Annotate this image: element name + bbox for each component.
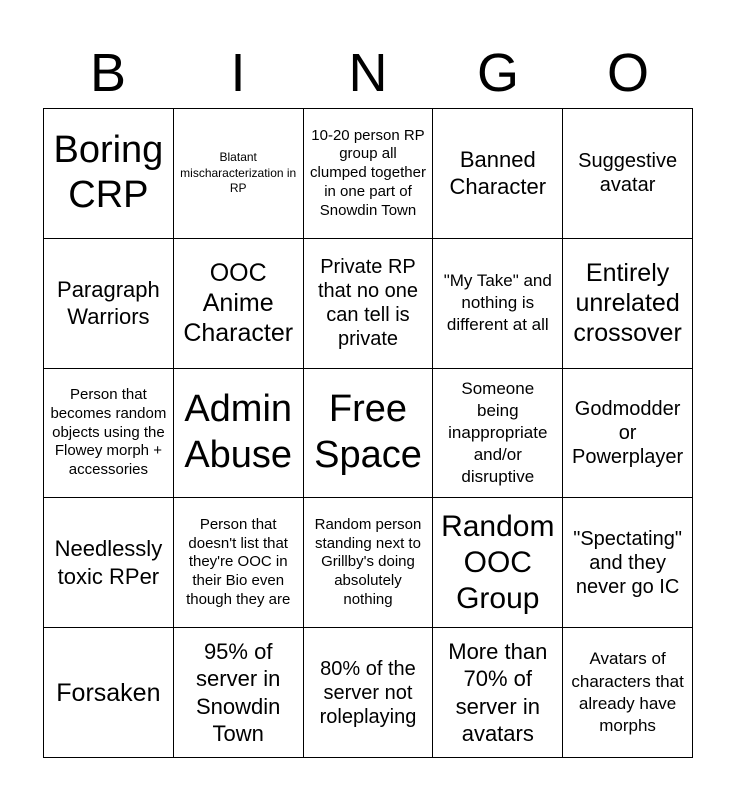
- cell-text: 80% of the server not roleplaying: [319, 657, 417, 728]
- bingo-cell-r5-c2[interactable]: [174, 628, 304, 758]
- cell-text: Random person standing next to Grillby's doing absolutely nothing: [314, 515, 422, 608]
- bingo-cell-r1-c1[interactable]: [44, 109, 174, 239]
- bingo-cell-r4-c1[interactable]: [44, 498, 174, 628]
- bingo-cell-r1-c4[interactable]: [433, 109, 563, 239]
- header-letter-b: B: [89, 43, 127, 103]
- cell-text: Free Space: [314, 388, 422, 476]
- cell-text: 10-20 person RP group all clumped together in one part of Snowdin Town: [310, 126, 426, 219]
- cell-text: Person that doesn't list that they're OOC in their Bio even though they are: [186, 515, 291, 608]
- cell-text: Private RP that no one can tell is private: [317, 256, 419, 351]
- bingo-cell-r4-c4[interactable]: [433, 498, 563, 628]
- cell-text: Paragraph Warriors: [57, 276, 160, 330]
- bingo-header: [43, 38, 693, 108]
- cell-text: "My Take" and nothing is different at all: [443, 271, 552, 335]
- cell-text: Person that becomes random objects using the Flowey morph + accessories: [50, 386, 167, 479]
- header-letter-o: O: [606, 43, 649, 103]
- cell-text: Needlessly toxic RPer: [54, 536, 163, 589]
- bingo-cell-r5-c1[interactable]: [44, 628, 174, 758]
- bingo-cell-r3-c5[interactable]: [563, 369, 693, 499]
- bingo-cell-r2-c5[interactable]: [563, 239, 693, 369]
- bingo-cell-r2-c4[interactable]: [433, 239, 563, 369]
- cell-text: Entirely unrelated crossover: [573, 259, 682, 348]
- cell-text: Forsaken: [56, 678, 161, 707]
- bingo-cell-r4-c5[interactable]: [563, 498, 693, 628]
- bingo-cell-r2-c3[interactable]: [304, 239, 434, 369]
- cell-text: Admin Abuse: [184, 388, 293, 476]
- header-letter-i: I: [230, 43, 246, 103]
- bingo-cell-r2-c1[interactable]: [44, 239, 174, 369]
- bingo-cell-r1-c2[interactable]: [174, 109, 304, 239]
- cell-text: Random OOC Group: [441, 509, 555, 615]
- header-letter-g: G: [476, 43, 519, 103]
- cell-text: Godmodder or Powerplayer: [572, 397, 684, 468]
- bingo-cell-r1-c5[interactable]: [563, 109, 693, 239]
- bingo-cell-r4-c3[interactable]: [304, 498, 434, 628]
- bingo-board: [43, 108, 693, 758]
- bingo-cell-r4-c2[interactable]: [174, 498, 304, 628]
- bingo-cell-r3-c4[interactable]: [433, 369, 563, 499]
- cell-text: Banned Character: [449, 146, 547, 200]
- bingo-cell-r5-c4[interactable]: [433, 628, 563, 758]
- bingo-cell-r5-c5[interactable]: [563, 628, 693, 758]
- cell-text: Avatars of characters that already have morphs: [571, 649, 684, 735]
- cell-text: Blatant mischaracterization in RP: [180, 150, 297, 196]
- bingo-cell-r3-c2[interactable]: [174, 369, 304, 499]
- bingo-cell-r5-c3[interactable]: [304, 628, 434, 758]
- cell-text: Suggestive avatar: [578, 150, 678, 197]
- bingo-cell-r2-c2[interactable]: [174, 239, 304, 369]
- bingo-cell-free-space[interactable]: [304, 369, 434, 499]
- header-letter-n: N: [348, 43, 388, 103]
- cell-text: OOC Anime Character: [183, 259, 294, 348]
- bingo-cell-r3-c1[interactable]: [44, 369, 174, 499]
- cell-text: Boring CRP: [53, 128, 164, 217]
- bingo-cell-r1-c3[interactable]: [304, 109, 434, 239]
- cell-text: More than 70% of server in avatars: [448, 638, 548, 747]
- cell-text: 95% of server in Snowdin Town: [196, 638, 281, 747]
- cell-text: Someone being inappropriate and/or disruptive: [448, 378, 548, 487]
- cell-text: "Spectating" and they never go IC: [573, 527, 682, 598]
